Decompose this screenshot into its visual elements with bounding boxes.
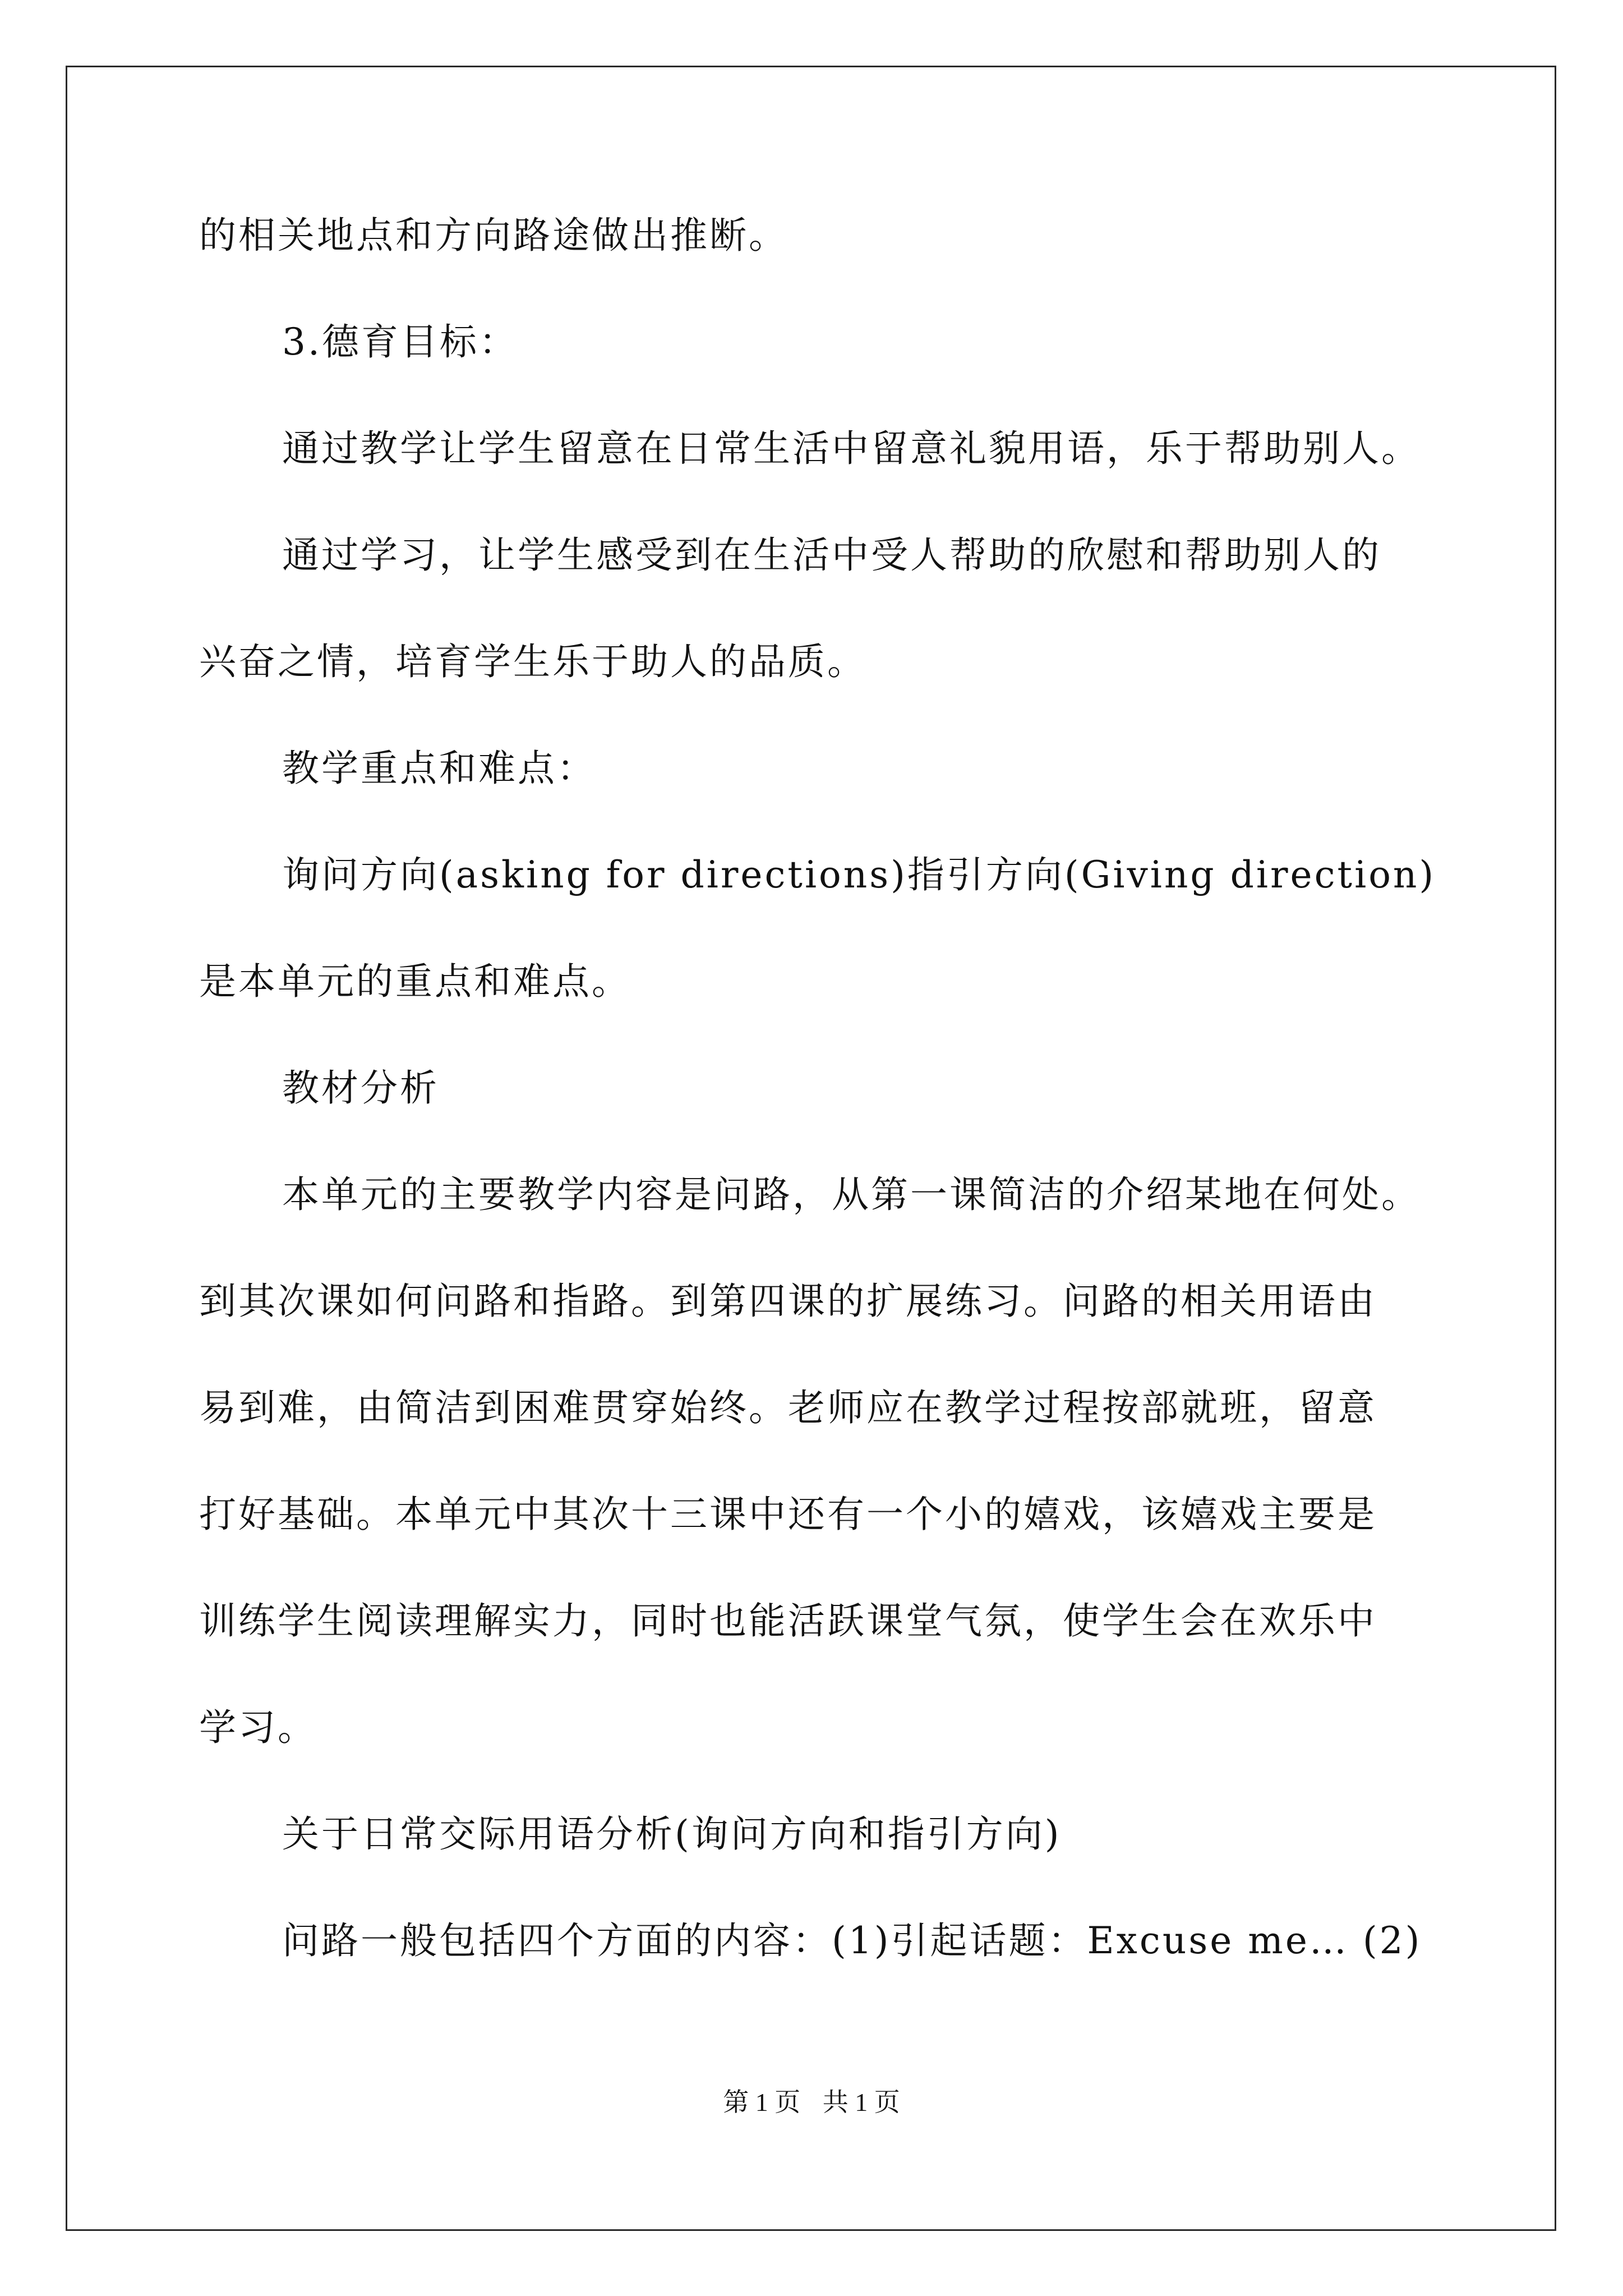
text-line: 询问方向(asking for directions)指引方向(Giving direction)	[282, 853, 1436, 896]
text-line: 本单元的主要教学内容是问路，从第一课简洁的介绍某地在何处。	[282, 1173, 1421, 1216]
text-line: 易到难，由简洁到困难贯穿始终。老师应在教学过程按部就班，留意	[199, 1386, 1377, 1429]
text-line: 训练学生阅读理解实力，同时也能活跃课堂气氛，使学生会在欢乐中	[199, 1599, 1377, 1642]
page-border	[66, 66, 1556, 2231]
page-number: 第 1 页	[723, 2088, 801, 2116]
section-heading: 3.德育目标：	[282, 320, 518, 364]
text-line: 学习。	[199, 1706, 317, 1749]
section-heading: 教材分析	[282, 1066, 439, 1110]
text-line: 打好基础。本单元中其次十三课中还有一个小的嬉戏，该嬉戏主要是	[199, 1493, 1377, 1536]
text-line: 兴奋之情，培育学生乐于助人的品质。	[199, 640, 866, 683]
section-heading: 关于日常交际用语分析(询问方向和指引方向)	[282, 1812, 1062, 1856]
section-heading: 教学重点和难点：	[282, 747, 596, 790]
text-line: 的相关地点和方向路途做出推断。	[199, 214, 788, 257]
text-line: 通过教学让学生留意在日常生活中留意礼貌用语，乐于帮助别人。	[282, 427, 1421, 470]
text-line: 通过学习，让学生感受到在生活中受人帮助的欣慰和帮助别人的	[282, 533, 1381, 577]
page-total: 共 1 页	[822, 2088, 900, 2116]
text-line: 是本单元的重点和难点。	[199, 960, 631, 1003]
text-line: 问路一般包括四个方面的内容：(1)引起话题：Excuse me… (2)	[282, 1919, 1422, 1962]
page-footer	[0, 2086, 1623, 2119]
text-line: 到其次课如何问路和指路。到第四课的扩展练习。问路的相关用语由	[199, 1280, 1377, 1323]
